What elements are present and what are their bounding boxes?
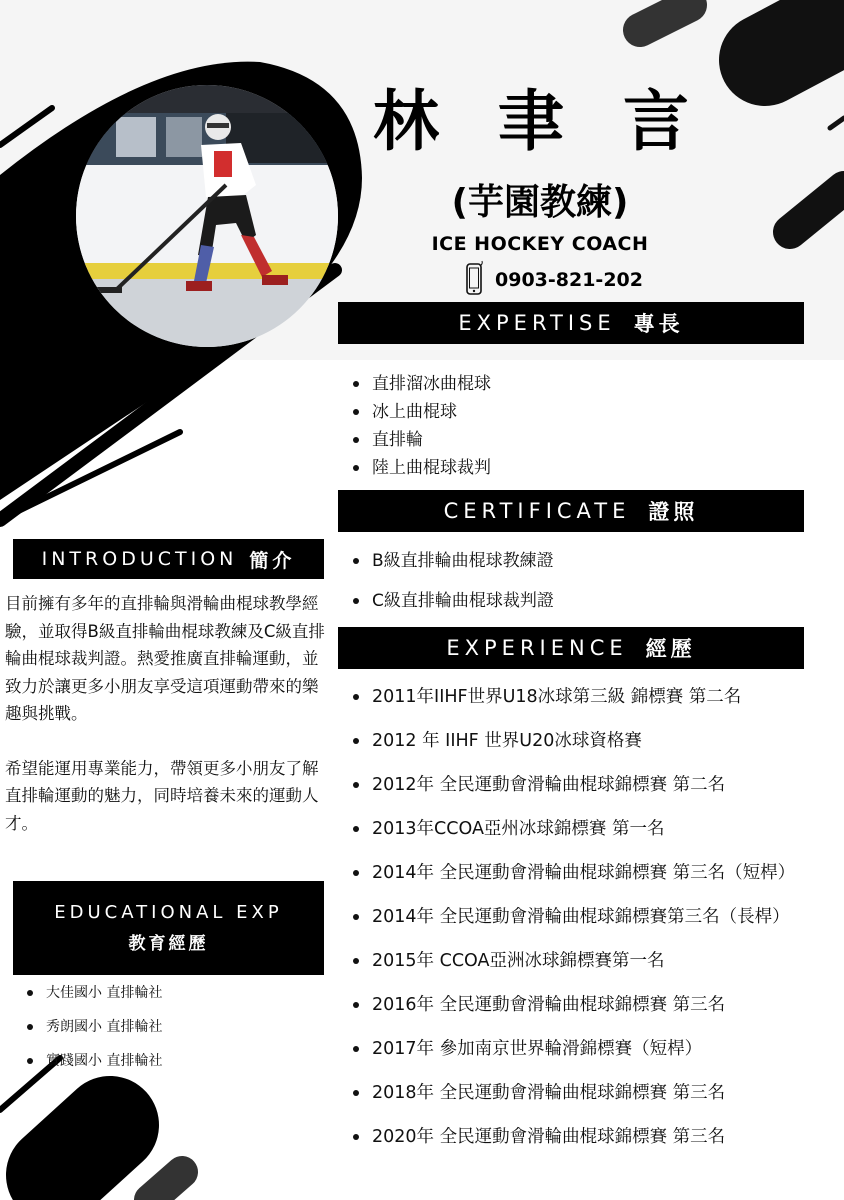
list-item: 直排溜冰曲棍球 — [340, 370, 491, 398]
list-item: 2012 年 IIHF 世界U20冰球資格賽 — [340, 719, 795, 763]
blob-bottom-left — [55, 1125, 110, 1175]
list-item: 直排輪 — [340, 426, 491, 454]
blob-top-small — [640, 5, 690, 30]
profile-photo — [76, 85, 338, 347]
list-item: C級直排輪曲棍球裁判證 — [340, 581, 554, 621]
phone-number: 0903-821-202 — [495, 269, 643, 291]
certificate-title-zh: 證照 — [648, 500, 699, 524]
list-item: 陸上曲棍球裁判 — [340, 454, 491, 482]
coach-nickname: (芋園教練) — [451, 182, 629, 223]
list-item: 2015年 CCOA亞洲冰球錦標賽第一名 — [340, 939, 795, 983]
list-item: 實踐國小 直排輪社 — [14, 1044, 162, 1078]
list-item: 2016年 全民運動會滑輪曲棍球錦標賽 第三名 — [340, 983, 795, 1027]
education-header — [13, 881, 324, 975]
introduction-title-zh: 簡介 — [249, 549, 296, 572]
introduction-paragraph: 希望能運用專業能力，帶領更多小朋友了解直排輪運動的魅力，同時培養未來的運動人才。 — [5, 758, 319, 833]
education-title-zh: 教育經歷 — [128, 934, 209, 954]
experience-title-zh: 經歷 — [645, 637, 696, 661]
introduction-title-en: INTRODUCTION — [41, 548, 238, 570]
experience-list — [340, 675, 795, 1159]
list-item: 大佳國小 直排輪社 — [14, 976, 162, 1010]
certificate-header — [338, 490, 804, 532]
education-title-en: EDUCATIONAL EXP — [54, 902, 283, 923]
coach-role: ICE HOCKEY COACH — [431, 233, 649, 255]
list-item: 2012年 全民運動會滑輪曲棍球錦標賽 第二名 — [340, 763, 795, 807]
list-item: 2013年CCOA亞州冰球錦標賽 第一名 — [340, 807, 795, 851]
list-item: 2014年 全民運動會滑輪曲棍球錦標賽 第三名（短桿） — [340, 851, 795, 895]
expertise-title-zh: 專長 — [633, 312, 684, 336]
expertise-list — [340, 370, 491, 482]
list-item: 冰上曲棍球 — [340, 398, 491, 426]
expertise-header — [338, 302, 804, 344]
phone-contact[interactable] — [465, 261, 643, 299]
list-item: 2020年 全民運動會滑輪曲棍球錦標賽 第三名 — [340, 1115, 795, 1159]
certificate-title-en: CERTIFICATE — [443, 499, 631, 523]
list-item: 2018年 全民運動會滑輪曲棍球錦標賽 第三名 — [340, 1071, 795, 1115]
introduction-text — [5, 590, 330, 837]
blob-bottom-small — [150, 1172, 182, 1200]
list-item: 2014年 全民運動會滑輪曲棍球錦標賽第三名（長桿） — [340, 895, 795, 939]
experience-header — [338, 627, 804, 669]
phone-icon — [465, 260, 485, 300]
certificate-list — [340, 541, 554, 621]
experience-title-en: EXPERIENCE — [446, 636, 628, 660]
blob-top-right — [765, 18, 844, 60]
education-list — [14, 976, 162, 1078]
list-item: B級直排輪曲棍球教練證 — [340, 541, 554, 581]
introduction-header — [13, 539, 324, 579]
expertise-title-en: EXPERTISE — [458, 311, 616, 335]
coach-name: 林 聿 言 — [373, 83, 707, 160]
introduction-paragraph: 目前擁有多年的直排輪與滑輪曲棍球教學經驗，並取得B級直排輪曲棍球教練及C級直排輪曲棍球裁判證。熱愛推廣直排輪運動，並致力於讓更多小朋友享受這項運動帶來的樂趣與挑戰。 — [5, 594, 325, 723]
list-item: 秀朗國小 直排輪社 — [14, 1010, 162, 1044]
list-item: 2017年 參加南京世界輪滑錦標賽（短桿） — [340, 1027, 795, 1071]
list-item: 2011年IIHF世界U18冰球第三級 錦標賽 第二名 — [340, 675, 795, 719]
